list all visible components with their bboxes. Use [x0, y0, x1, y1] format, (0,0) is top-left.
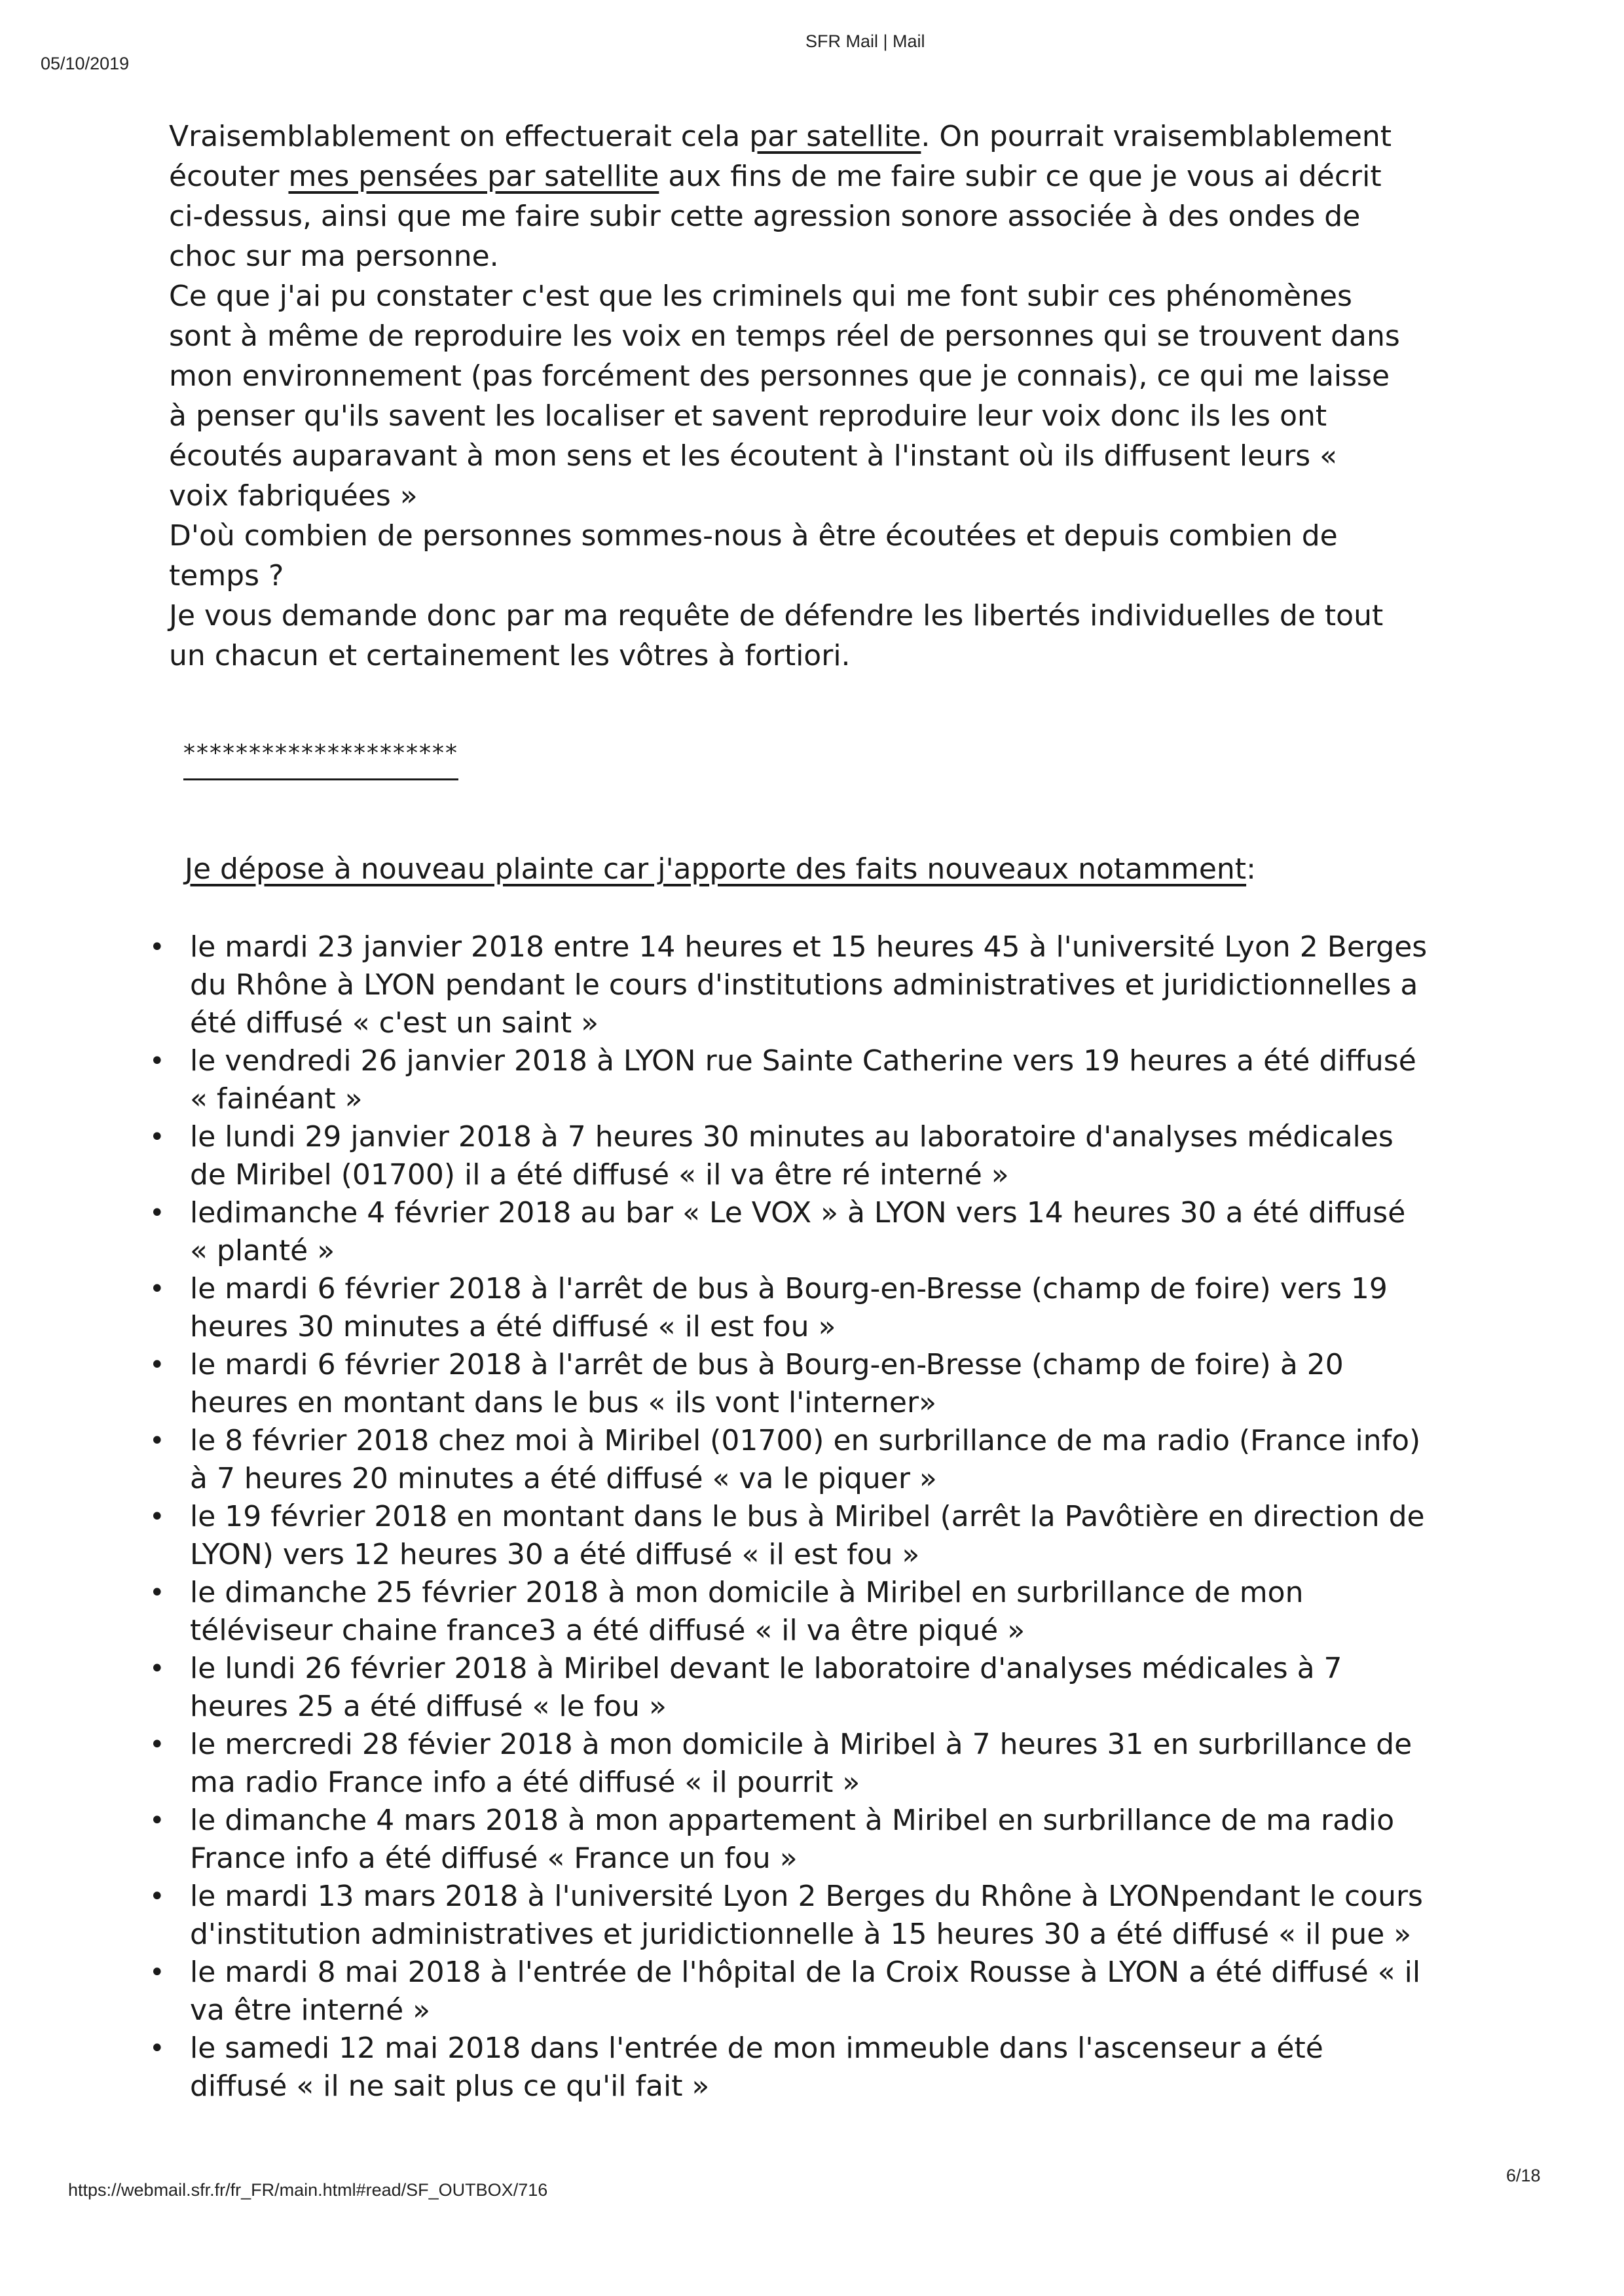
bullet-icon: • [149, 1274, 165, 1304]
bullet-icon: • [149, 1046, 165, 1076]
facts-list [144, 928, 1428, 2105]
print-date: 05/10/2019 [41, 54, 130, 73]
fact-text: le 8 février 2018 chez moi à Miribel (01700) en surbrillance de ma radio (France info) à 7 heures 20 minutes a été diffusé « va le piquer » [190, 1424, 1421, 1495]
fact-text: le dimanche 25 février 2018 à mon domicile à Miribel en surbrillance de mon téléviseur chaine france3 a été diffusé « il va être piqué » [190, 1576, 1304, 1647]
list-item [144, 1422, 1428, 1498]
footer-url: https://webmail.sfr.fr/fr_FR/main.html#read/SF_OUTBOX/716 [68, 2180, 548, 2200]
list-item [144, 1346, 1428, 1422]
list-item [144, 1650, 1428, 1726]
complaint-intro-colon: : [1246, 852, 1256, 886]
page-number: 6/18 [1506, 2166, 1541, 2185]
list-item [144, 2030, 1428, 2105]
complaint-intro [185, 850, 1256, 889]
fact-text: le vendredi 26 janvier 2018 à LYON rue Sainte Catherine vers 19 heures a été diffusé « fainéant » [190, 1044, 1416, 1116]
list-item [144, 928, 1428, 1042]
asterisk-separator: ********************* [183, 740, 458, 780]
paragraph-voices: Ce que j'ai pu constater c'est que les criminels qui me font subir ces phénomènes sont à même de reproduire les voix en temps réel de personnes qui se trouvent dans mon environnement (pas forcément des personnes que je connais), ce qui me laisse à penser qu'ils savent les localiser et savent reproduire leur voix donc ils les ont écoutés auparavant à mon sens et les écoutent à l'instant où ils diffusent leurs « voix fabriquées » [169, 280, 1400, 513]
underlined-phrase: par satellite [749, 120, 921, 153]
underlined-phrase: mes pensées par satellite [288, 160, 659, 193]
fact-text: le mercredi 28 févier 2018 à mon domicile à Miribel à 7 heures 31 en surbrillance de ma radio France info a été diffusé « il pourrit » [190, 1728, 1412, 1799]
fact-text: le mardi 8 mai 2018 à l'entrée de l'hôpital de la Croix Rousse à LYON a été diffusé « il va être interné » [190, 1956, 1421, 2027]
bullet-icon: • [149, 1122, 165, 1152]
fact-text: le dimanche 4 mars 2018 à mon appartement à Miribel en surbrillance de ma radio France info a été diffusé « France un fou » [190, 1804, 1395, 1875]
paragraph-question: D'où combien de personnes sommes-nous à être écoutées et depuis combien de temps ? [169, 519, 1338, 592]
paragraph-request: Je vous demande donc par ma requête de défendre les libertés individuelles de tout un chacun et certainement les vôtres à fortiori. [169, 599, 1384, 672]
list-item [144, 1878, 1428, 1954]
list-item [144, 1574, 1428, 1650]
fact-text: le samedi 12 mai 2018 dans l'entrée de mon immeuble dans l'ascenseur a été diffusé « il ne sait plus ce qu'il fait » [190, 2032, 1323, 2103]
fact-text: le mardi 6 février 2018 à l'arrêt de bus à Bourg-en-Bresse (champ de foire) à 20 heures en montant dans le bus « ils vont l'interner» [190, 1348, 1344, 1419]
bullet-icon: • [149, 2033, 165, 2064]
fact-text: le mardi 6 février 2018 à l'arrêt de bus à Bourg-en-Bresse (champ de foire) vers 19 heures 30 minutes a été diffusé « il est fou » [190, 1272, 1388, 1343]
fact-text: le lundi 26 février 2018 à Miribel devant le laboratoire d'analyses médicales à 7 heures 25 a été diffusé « le fou » [190, 1652, 1342, 1723]
bullet-icon: • [149, 1198, 165, 1228]
paragraph-text: Vraisemblablement on effectuerait cela [169, 120, 750, 153]
bullet-icon: • [149, 1350, 165, 1380]
list-item [144, 1270, 1428, 1346]
list-item [144, 1498, 1428, 1574]
fact-text: le lundi 29 janvier 2018 à 7 heures 30 minutes au laboratoire d'analyses médicales de Miribel (01700) il a été diffusé « il va être ré interné » [190, 1120, 1393, 1192]
fact-text: le mardi 13 mars 2018 à l'université Lyon 2 Berges du Rhône à LYONpendant le cours d'institution administratives et juridictionnelle à 15 heures 30 a été diffusé « il pue » [190, 1880, 1423, 1951]
letter-body [169, 117, 1400, 676]
list-item [144, 1194, 1428, 1270]
fact-text: ledimanche 4 février 2018 au bar « Le VOX » à LYON vers 14 heures 30 a été diffusé « planté » [190, 1196, 1406, 1267]
bullet-icon: • [149, 1730, 165, 1760]
bullet-icon: • [149, 1502, 165, 1532]
list-item [144, 1726, 1428, 1802]
bullet-icon: • [149, 1578, 165, 1608]
list-item [144, 1118, 1428, 1194]
paragraph-text: aux fins de me faire subir ce que je vous ai décrit ci-dessus, ainsi que me faire subir cette agression sonore associée à des ondes de choc sur ma personne. [169, 160, 1382, 273]
bullet-icon: • [149, 1654, 165, 1684]
fact-text: le 19 février 2018 en montant dans le bus à Miribel (arrêt la Pavôtière en direction de LYON) vers 12 heures 30 a été diffusé « il est fou » [190, 1500, 1425, 1571]
paragraph-satellite [169, 117, 1400, 276]
list-item [144, 1802, 1428, 1878]
list-item [144, 1042, 1428, 1118]
bullet-icon: • [149, 932, 165, 962]
fact-text: le mardi 23 janvier 2018 entre 14 heures et 15 heures 45 à l'université Lyon 2 Berges du Rhône à LYON pendant le cours d'institutions administratives et juridictionnelles a été diffusé « c'est un saint » [190, 930, 1428, 1040]
bullet-icon: • [149, 1882, 165, 1912]
print-header-title: SFR Mail | Mail [805, 31, 925, 51]
bullet-icon: • [149, 1806, 165, 1836]
bullet-icon: • [149, 1958, 165, 1988]
paragraph-text: . On pourrait vraisemblablement écouter [169, 120, 1392, 193]
list-item [144, 1954, 1428, 2030]
bullet-icon: • [149, 1426, 165, 1456]
complaint-intro-underlined: Je dépose à nouveau plainte car j'apporte des faits nouveaux notamment [185, 852, 1247, 886]
